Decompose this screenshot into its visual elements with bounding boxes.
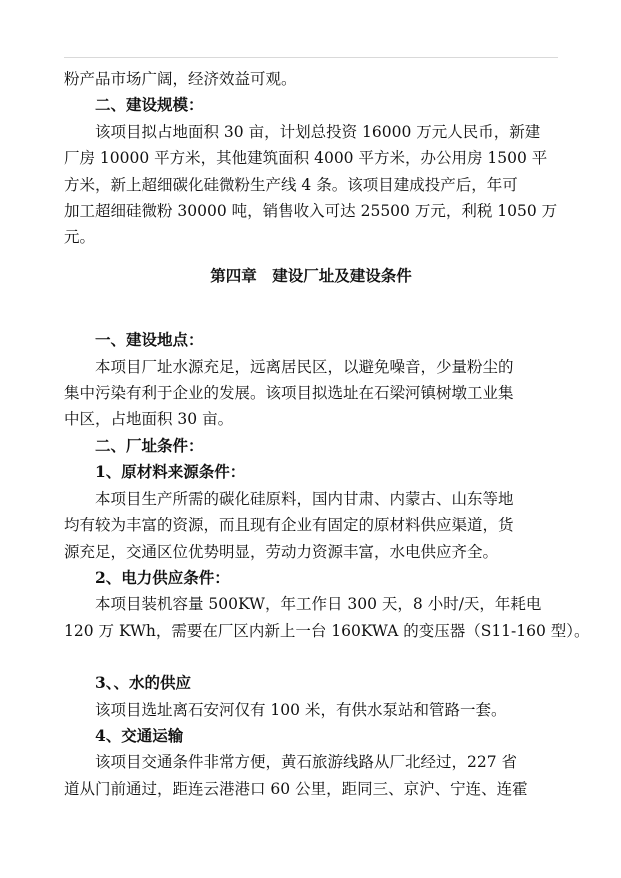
body-line: 120 万 KWh，需要在厂区内新上一台 160KWA 的变压器（S11-160 型）。 [64,621,590,640]
body-line: 加工超细硅微粉 30000 吨，销售收入可达 25500 万元，利税 1050 万 [64,202,558,221]
body-line: 该项目选址离石安河仅有 100 米，有供水泵站和管路一套。 [95,700,507,719]
body-line: 本项目厂址水源充足，远离居民区，以避免噪音，少量粉尘的 [95,357,514,376]
section-heading-construction-site: 一、建设地点： [95,330,204,350]
body-line: 粉产品市场广阔，经济效益可观。 [64,70,297,88]
body-line: 均有较为丰富的资源，而且现有企业有固定的原材料供应渠道，货 [64,516,514,535]
body-line: 该项目拟占地面积 30 亩，计划总投资 16000 万元人民币，新建 [95,122,541,141]
subheading-transportation: 4、交通运输 [95,725,184,745]
body-line: 源充足，交通区位优势明显，劳动力资源丰富，水电供应齐全。 [64,542,499,561]
body-line: 本项目生产所需的碳化硅原料，国内甘肃、内蒙古、山东等地 [95,489,514,508]
section-heading-site-conditions: 二、厂址条件： [95,435,204,455]
body-line: 元。 [64,228,96,247]
document-page [64,66,590,802]
section-heading-construction-scale: 二、建设规模： [95,95,204,115]
subheading-water-supply: 3、、水的供应 [95,673,192,693]
subheading-power-supply: 2、电力供应条件： [95,567,230,587]
body-line: 本项目装机容量 500KW，年工作日 300 天，8 小时/天，年耗电 [95,595,542,614]
body-line: 该项目交通条件非常方便，黄石旅游线路从厂北经过，227 省 [95,753,518,772]
body-line: 厂房 10000 平方米，其他建筑面积 4000 平方米，办公用房 1500 平 [64,149,548,168]
body-line: 道从门前通过，距连云港港口 60 公里，距同三、京沪、宁连、连霍 [64,779,528,798]
body-line: 方米，新上超细碳化硅微粉生产线 4 条。该项目建成投产后，年可 [64,175,518,194]
subheading-raw-materials: 1、原材料来源条件： [95,462,246,482]
body-line: 中区，占地面积 30 亩。 [64,410,234,429]
chapter-title: 第四章 建设厂址及建设条件 [210,265,412,285]
blank-line [64,644,558,670]
body-line: 集中污染有利于企业的发展。该项目拟选址在石梁河镇树墩工业集 [64,384,514,403]
header-rule [64,57,558,58]
